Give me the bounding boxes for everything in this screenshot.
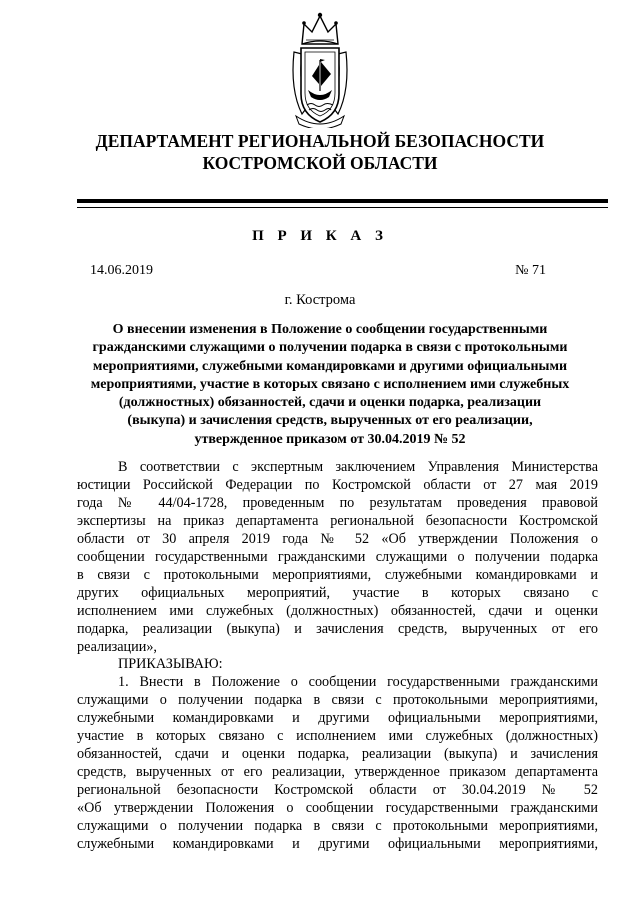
order-subject-line: О внесении изменения в Положение о сообщении государственными — [112, 322, 548, 337]
order-number: № 71 — [515, 263, 546, 278]
body-line: других официальных мероприятий, участие в которых связано с — [77, 584, 598, 601]
body-line: исполнением ими служебных (должностных) обязанностей, сдачи и оценки — [77, 602, 598, 619]
body-line: сообщении государственными гражданскими служащими о получении подарка — [77, 548, 598, 565]
order-body — [77, 459, 598, 854]
body-line: служебными командировками и другими официальными мероприятиями, — [77, 710, 598, 727]
body-line: «Об утверждении Положения о сообщении государственными гражданскими — [77, 800, 598, 817]
body-line: реализации», — [77, 638, 157, 655]
body-line: региональной безопасности Костромской области от 30.04.2019 № 52 — [77, 782, 598, 799]
order-subject — [60, 321, 600, 449]
body-line: служебными командировками и другими официальными мероприятиями, — [77, 836, 598, 853]
order-subject-line: мероприятиями, участие в которых связано с исполнением ими служебных — [90, 376, 570, 392]
body-line: обязанностей, сдачи и оценки подарка, реализации (выкупа) и зачисления — [77, 746, 598, 763]
body-line: 1. Внести в Положение о сообщении государственными гражданскими — [118, 674, 598, 691]
body-line: средств, вырученных от его реализации, утвержденное приказом департамента — [77, 764, 598, 781]
order-heading: П Р И К А З — [252, 228, 388, 244]
body-line: служащими о получении подарка в связи с протокольными мероприятиями, — [77, 692, 598, 709]
body-line: служащими о получении подарка в связи с протокольными мероприятиями, — [77, 818, 598, 835]
order-date: 14.06.2019 — [90, 263, 153, 278]
department-title-line-2: КОСТРОМСКОЙ ОБЛАСТИ — [202, 153, 438, 173]
department-title-line-1: ДЕПАРТАМЕНТ РЕГИОНАЛЬНОЙ БЕЗОПАСНОСТИ — [95, 131, 545, 151]
body-line: участие в которых связано с исполнением ими служебных (должностных) — [77, 728, 598, 745]
body-line: области от 30 апреля 2019 года № 52 «Об утверждении Положения о — [77, 530, 598, 547]
department-title — [70, 130, 570, 174]
body-line: года № 44/04-1728, проведенным по результатам проведения правовой — [77, 494, 598, 511]
order-subject-line: (выкупа) и зачисления средств, вырученных от его реализации, — [127, 413, 533, 429]
order-subject-line: мероприятиями, служебными командировками и другими официальными — [92, 358, 568, 374]
body-line: в связи с протокольными мероприятиями, служебными командировками и — [77, 566, 598, 583]
order-city: г. Кострома — [284, 292, 356, 308]
header-divider-thick — [77, 199, 608, 203]
body-line: В соответствии с экспертным заключением Управления Министерства — [118, 459, 598, 475]
body-line: юстиции Российской Федерации по Костромской области от 27 мая 2019 — [77, 476, 598, 493]
body-line: подарка, реализации (выкупа) и зачисления средств, вырученных от его — [77, 620, 598, 637]
order-subject-line: гражданскими служащими о получении подарка в связи с протокольными — [92, 340, 568, 356]
coat-of-arms-emblem — [288, 10, 352, 128]
order-subject-line: утвержденное приказом от 30.04.2019 № 52 — [194, 431, 466, 447]
body-line: экспертизы на приказ департамента региональной безопасности Костромской — [77, 512, 598, 529]
header-divider-thin — [77, 207, 608, 208]
order-subject-line: (должностных) обязанностей, сдачи и оценки подарка, реализации — [118, 395, 542, 411]
order-directive: ПРИКАЗЫВАЮ: — [118, 656, 223, 673]
